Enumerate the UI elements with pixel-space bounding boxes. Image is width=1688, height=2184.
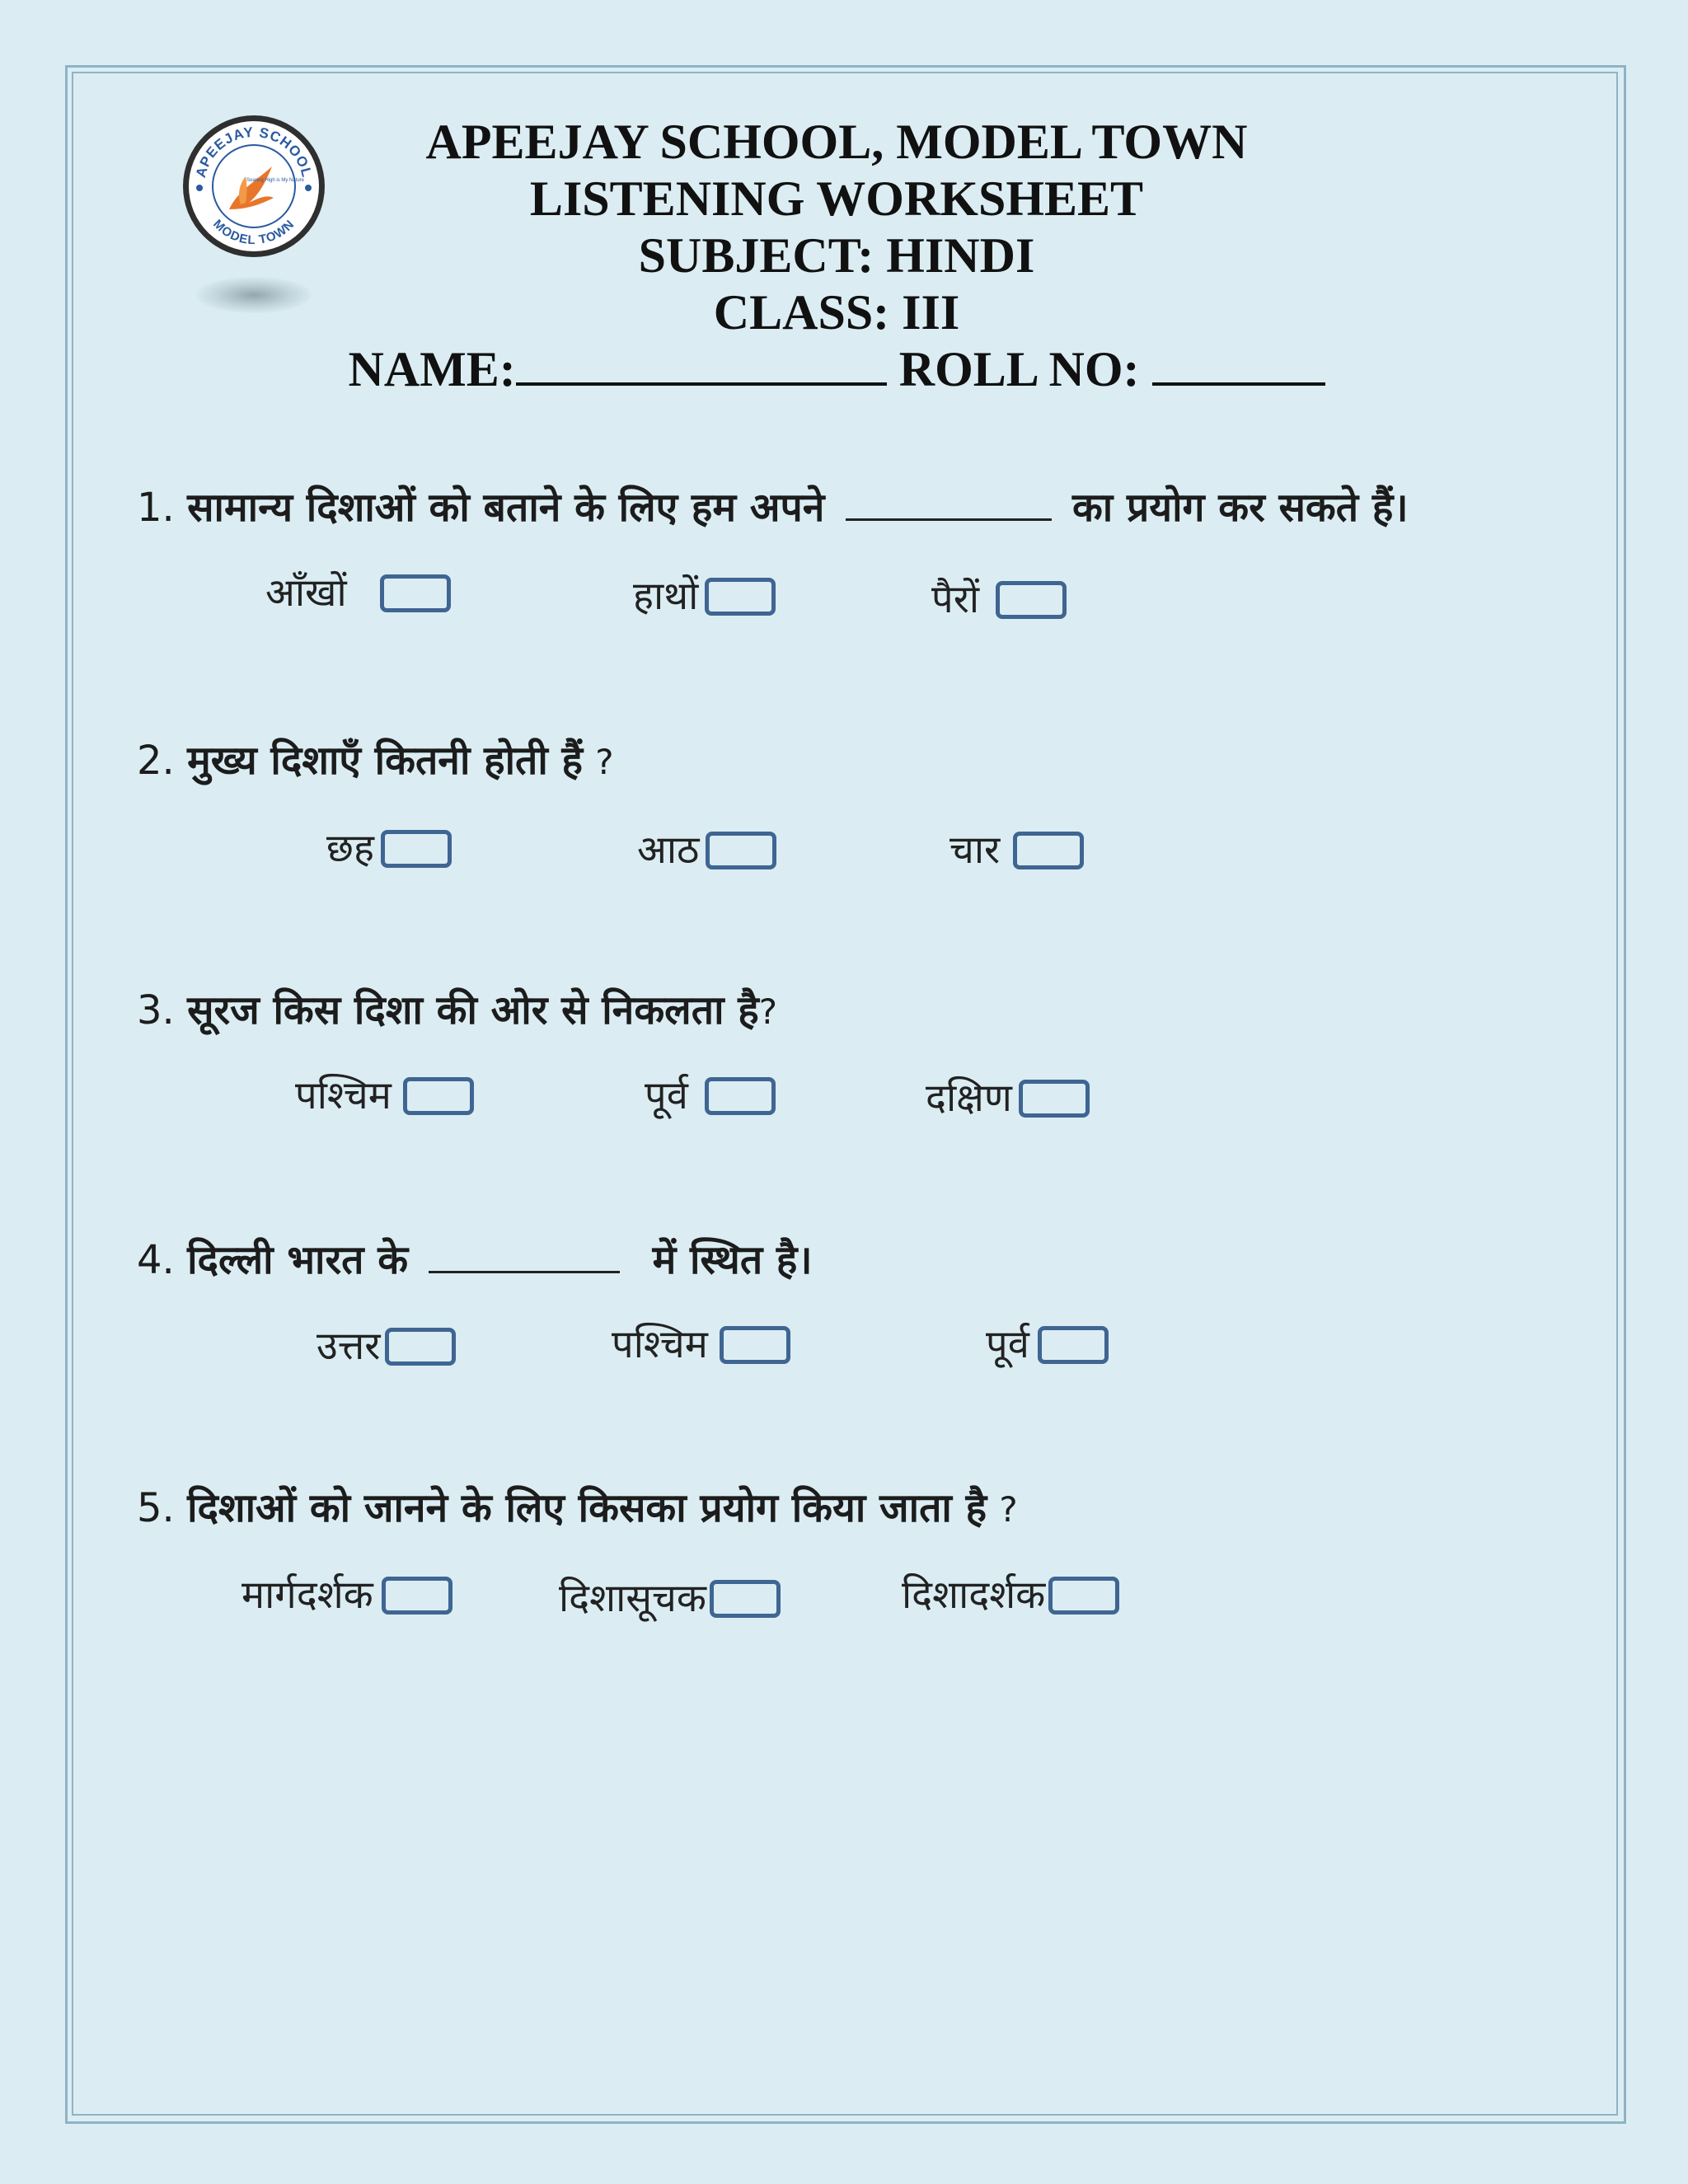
logo-motto: Soaring High is My Nature [246, 178, 305, 183]
question-4 [137, 1235, 813, 1285]
logo-top-text: APEEJAY SCHOOL [192, 124, 316, 180]
option-q3-c[interactable] [926, 1074, 1090, 1123]
option-q1-c[interactable] [931, 575, 1067, 625]
checkbox[interactable] [1019, 1080, 1090, 1118]
option-label: मार्गदर्शक [241, 1572, 373, 1618]
option-q1-b[interactable] [633, 572, 776, 621]
question-number: 3. [137, 987, 175, 1033]
question-1 [137, 482, 1409, 532]
option-q5-a[interactable] [241, 1571, 452, 1620]
question-text-end: का प्रयोग कर सकते हैं। [1071, 485, 1409, 531]
checkbox[interactable] [1038, 1326, 1109, 1364]
name-roll-line [247, 341, 1426, 398]
answer-blank[interactable] [846, 482, 1052, 521]
worksheet-title: LISTENING WORKSHEET [529, 171, 1144, 226]
checkbox[interactable] [705, 1077, 776, 1115]
option-label: दिशादर्शक [902, 1572, 1046, 1618]
option-q3-b[interactable] [645, 1071, 776, 1121]
option-label: आँखों [265, 570, 347, 616]
question-text: सामान्य दिशाओं को बताने के लिए हम अपने [187, 485, 825, 531]
option-label: पश्चिम [295, 1073, 392, 1118]
question-text: दिल्ली भारत के [187, 1237, 409, 1283]
question-text: मुख्य दिशाएँ कितनी होती हैं [187, 738, 583, 784]
checkbox[interactable] [706, 832, 776, 869]
question-number: 1. [137, 485, 175, 531]
option-label: चार [950, 827, 1001, 873]
question-number: 4. [137, 1237, 175, 1283]
roll-label: ROLL NO: [898, 342, 1140, 396]
option-q2-b[interactable] [637, 826, 776, 875]
option-q3-a[interactable] [295, 1071, 474, 1121]
checkbox[interactable] [381, 830, 452, 868]
checkbox[interactable] [710, 1580, 781, 1618]
question-number: 5. [137, 1485, 175, 1531]
answer-blank[interactable] [429, 1235, 620, 1273]
question-text-end: में स्थित है। [652, 1237, 813, 1283]
question-2 [137, 736, 614, 787]
checkbox[interactable] [380, 574, 451, 612]
worksheet-header [247, 114, 1426, 398]
option-label: पैरों [931, 577, 980, 622]
class-title: CLASS: III [713, 285, 960, 340]
checkbox[interactable] [1013, 832, 1084, 869]
option-q4-c[interactable] [986, 1320, 1109, 1370]
option-q2-c[interactable] [950, 826, 1084, 875]
checkbox[interactable] [705, 578, 776, 616]
question-text: दिशाओं को जानने के लिए किसका प्रयोग किया जाता है [187, 1485, 987, 1531]
subject-title: SUBJECT: HINDI [638, 228, 1035, 283]
roll-field[interactable] [1152, 341, 1325, 386]
option-q5-b[interactable] [559, 1574, 781, 1624]
option-label: दिशासूचक [559, 1576, 706, 1621]
option-q1-a[interactable] [265, 569, 451, 618]
checkbox[interactable] [382, 1577, 452, 1615]
checkbox[interactable] [385, 1328, 456, 1366]
question-5 [137, 1483, 1018, 1535]
question-mark: ? [999, 1489, 1018, 1530]
checkbox[interactable] [1048, 1577, 1119, 1615]
question-mark: ? [758, 991, 778, 1032]
name-label: NAME: [348, 342, 516, 396]
option-label: पूर्व [645, 1073, 688, 1118]
logo-bottom-text: MODEL TOWN [210, 217, 298, 248]
option-label: दक्षिण [926, 1076, 1012, 1121]
question-mark: ? [595, 742, 614, 782]
option-label: पश्चिम [612, 1322, 708, 1367]
option-label: आठ [637, 827, 700, 873]
option-q4-a[interactable] [316, 1322, 456, 1371]
question-text: सूरज किस दिशा की ओर से निकलता है [187, 987, 759, 1033]
option-q2-a[interactable] [326, 824, 452, 874]
checkbox[interactable] [996, 581, 1067, 619]
question-3 [137, 986, 777, 1037]
checkbox[interactable] [720, 1326, 790, 1364]
question-number: 2. [137, 738, 175, 784]
checkbox[interactable] [403, 1077, 474, 1115]
option-q5-c[interactable] [902, 1571, 1119, 1620]
name-field[interactable] [516, 341, 887, 386]
option-label: छह [326, 826, 374, 871]
option-q4-b[interactable] [612, 1320, 790, 1370]
option-label: हाथों [633, 574, 699, 619]
option-label: पूर्व [986, 1322, 1029, 1367]
school-title: APEEJAY SCHOOL, MODEL TOWN [425, 115, 1248, 169]
option-label: उत्तर [316, 1324, 381, 1369]
